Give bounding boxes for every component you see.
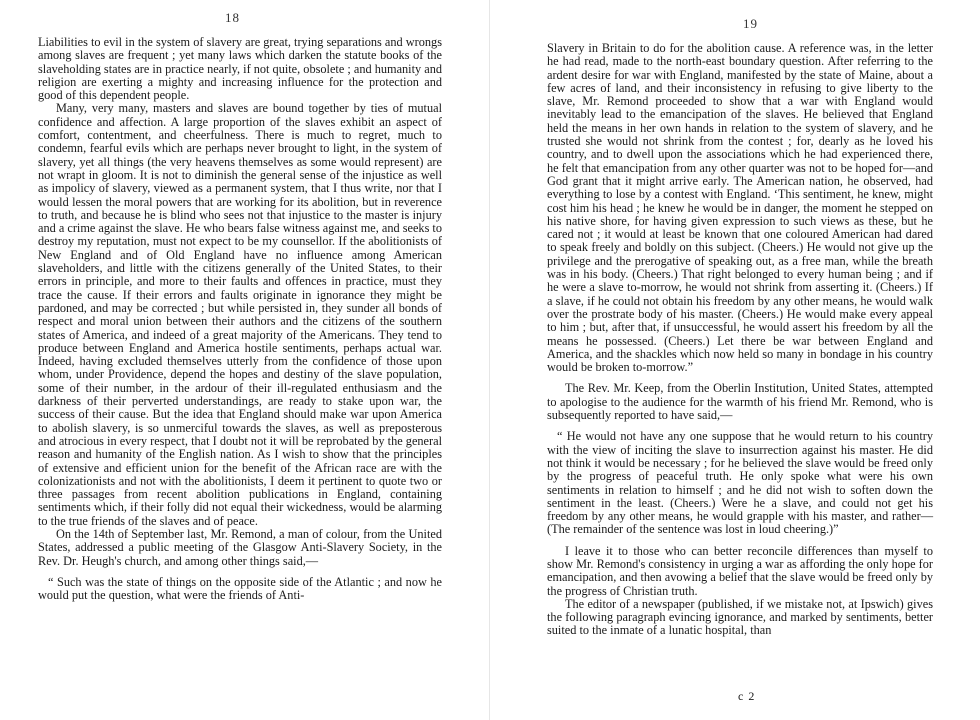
quote-paragraph: “ Such was the state of things on the opposite side of the Atlantic ; and now he would put the question, what were the friends of Anti-: [38, 574, 442, 603]
paragraph: Slavery in Britain to do for the abolition cause. A reference was, in the letter he had read, made to the north-east boundary question. After referring to the ardent desire for war with England, manifested by the state of Maine, about a few acres of land, and their inconsistency in refusing to give liberty to the slave, Mr. Remond proceeded to show that a war with England would inevitably lead to the emancipation of the slaves. He believed that England held the means in her own hands in relation to the system of slavery, and he trusted she would not shrink from the contest ; for, dearly as he loved his country, and to dwell upon the associations which he had experienced there, he felt that emancipation from any other quarter was not to be hoped for—and God grant that it might arrive early. The American nation, he observed, had everything to lose by a contest with England. ‘This sentiment, he knew, might cost him his head ; he knew he would be in danger, the moment he stepped on his native shore, for having given expression to such views as these, but he cared not ; it would at least be known that one coloured American had dared to speak freely and boldly on this subject. (Cheers.) He would not give up the privilege and the prerogative of speaking out, as a free man, while the breath was in his body. (Cheers.) That right belonged to every human being ; and if he were a slave to-morrow, he would not shrink from asserting it. (Cheers.) If a slave, if he could not obtain his freedom by any other means, he would walk over the prostrate body of his master. (Cheers.) He would make every appeal to him ; but, after that, if unsuccessful, he would assert his freedom by all the means he possessed. (Cheers.) Let there be war between England and America, and the shackles which now held so many in bondage in his country would be broken to-morrow.”: [547, 41, 933, 375]
paragraph: Liabilities to evil in the system of slavery are great, trying separations and wrongs among slaves are frequent ; yet many laws which darken the statute books of the slaveholding states are in practice nearly, if not quite, obsolete ; and humanity and religion are exerting a mighty and increasing influence for the protection and good of this dependent people.: [38, 35, 442, 103]
right-page: [490, 0, 980, 720]
paragraph: On the 14th of September last, Mr. Remond, a man of colour, from the United States, addressed a public meeting of the Glasgow Anti-Slavery Society, in the Rev. Dr. Heugh's church, and among other things said,—: [38, 526, 442, 568]
paragraph: The Rev. Mr. Keep, from the Oberlin Institution, United States, attempted to apologise to the audience for the warmth of his friend Mr. Remond, who is subsequently reported to have said,—: [547, 381, 933, 423]
right-page-text: [547, 42, 933, 638]
page-number: 18: [225, 10, 240, 25]
paragraph: Many, very many, masters and slaves are bound together by ties of mutual confidence and affection. A large proportion of the slaves exhibit an aspect of comfort, contentment, and cheerfulness. There is much to regret, much to condemn, fearful evils which are perhaps never brought to light, in the system of slavery, yet all things (the very heavens themselves as some would represent) are not wrapt in gloom. It is not to diminish the general sense of the injustice as well as impolicy of slavery, viewed as a permanent system, that I thus write, nor that I would lessen the moral powers that are working for its abolition, but in reverence to truth, and because he is blind who sees not that injustice to the master is injury and a crime against the slave. He who bears false witness against me, and seeks to destroy my reputation, must not expect to be my counsellor. If the abolitionists of New England and of Old England have no influence among American slaveholders, and little with the citizens generally of the United States, to their errors in principle, and more to their faults and offences in practice, must they trace the cause. If their errors and faults originate in ignorance they might be pardoned, and may be corrected ; but while persisted in, they sunder all bonds of respect and moral union between their authors and the citizens of the southern states of America, and indeed of a great majority of the Americans. They tend to produce between England and America hostile sentiments, perhaps actual war. Indeed, having excluded themselves utterly from the confidence of those upon whom, under Providence, depend the hopes and destiny of the slave population, some of their number, in the ardour of their ill-regulated enthusiasm and the darkness of their perverted understandings, are ready to stake upon war, the success of their cause. But the idea that England should make war upon America to abolish slavery, is so unmerciful towards the slaves, as well as preposterous and atrocious in every respect, that I doubt not it will be reprobated by the general reason and humanity of the English nation. As I wish to show that the principles of extensive and efficient union for the benefit of the African race are with the colonizationists and not with the abolitionists, I deem it pertinent to quote two or three passages from recent abolition publications in England, containing sentiments which, if their folly did not equal their wickedness, would be alarming to the true friends of the slaves and of peace.: [38, 101, 442, 528]
quote-paragraph: “ He would not have any one suppose that he would return to his country with the view of inciting the slave to insurrection against his master. He did not think it would be necessary ; for he believed the slave would be freed only by the progress of peaceful truth. He only spoke what were his own sentiments in relation to himself ; and he did not wish to soften down the sentiment in the least. (Cheers.) Were he a slave, and could not get his freedom by any other means, he would grapple with his master, and rather—(The remainder of the sentence was lost in loud cheering.)”: [547, 429, 933, 537]
paragraph: I leave it to those who can better reconcile differences than myself to show Mr. Remond's consistency in urging a war as affording the only hope for emancipation, and then avowing a belief that the slave would be freed only by the progress of Christian truth.: [547, 543, 933, 598]
page-number: 19: [743, 16, 758, 31]
signature-mark: c 2: [738, 689, 756, 703]
paragraph: The editor of a newspaper (published, if we mistake not, at Ipswich) gives the following paragraph evincing ignorance, and marked by sentiments, better suited to the inmate of a lunatic hospital, than: [547, 596, 933, 638]
left-page-text: [38, 36, 442, 602]
